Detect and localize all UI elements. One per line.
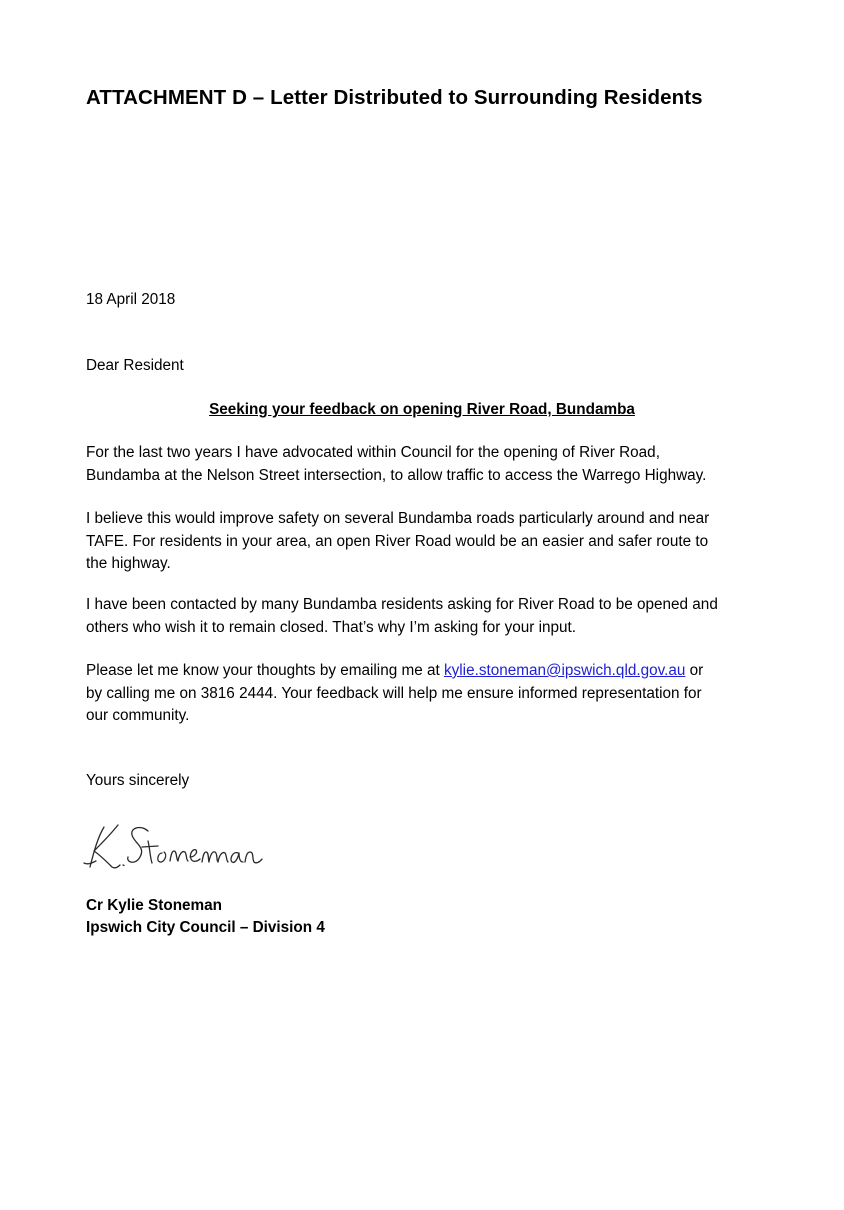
closing: Yours sincerely xyxy=(86,772,190,789)
paragraph-line: For the last two years I have advocated within Council for the opening of River Road, xyxy=(86,444,660,461)
handwritten-signature xyxy=(82,815,282,877)
paragraph-advocacy xyxy=(86,442,706,487)
paragraph-input-request xyxy=(86,594,718,639)
paragraph-safety xyxy=(86,508,709,576)
contact-text: Please let me know your thoughts by emailing me at xyxy=(86,662,444,679)
letter-subject: Seeking your feedback on opening River Road, Bundamba xyxy=(209,401,635,418)
paragraph-line: I have been contacted by many Bundamba residents asking for River Road to be opened and xyxy=(86,596,718,613)
signer-name: Cr Kylie Stoneman xyxy=(86,897,223,914)
email-link[interactable]: kylie.stoneman@ipswich.qld.gov.au xyxy=(443,662,686,679)
salutation: Dear Resident xyxy=(86,357,184,374)
paragraph-line: others who wish it to remain closed. That’s why I’m asking for your input. xyxy=(86,618,577,636)
paragraph-line: TAFE. For residents in your area, an open River Road would be an easier and safer route to xyxy=(86,532,709,550)
paragraph-line: I believe this would improve safety on several Bundamba roads particularly around and near xyxy=(86,510,710,527)
paragraph-line: our community. xyxy=(86,707,190,724)
contact-text: or xyxy=(685,662,704,679)
paragraph-line: by calling me on 3816 2444. Your feedback will help me ensure informed representation for xyxy=(86,684,702,702)
paragraph-line xyxy=(86,660,703,683)
paragraph-line: the highway. xyxy=(86,555,171,572)
signer-role: Ipswich City Council – Division 4 xyxy=(86,919,325,936)
paragraph-contact xyxy=(86,660,703,728)
letter-date: 18 April 2018 xyxy=(86,291,176,308)
attachment-heading: ATTACHMENT D – Letter Distributed to Surrounding Residents xyxy=(86,86,703,109)
paragraph-line: Bundamba at the Nelson Street intersection, to allow traffic to access the Warrego Highway. xyxy=(86,466,707,484)
